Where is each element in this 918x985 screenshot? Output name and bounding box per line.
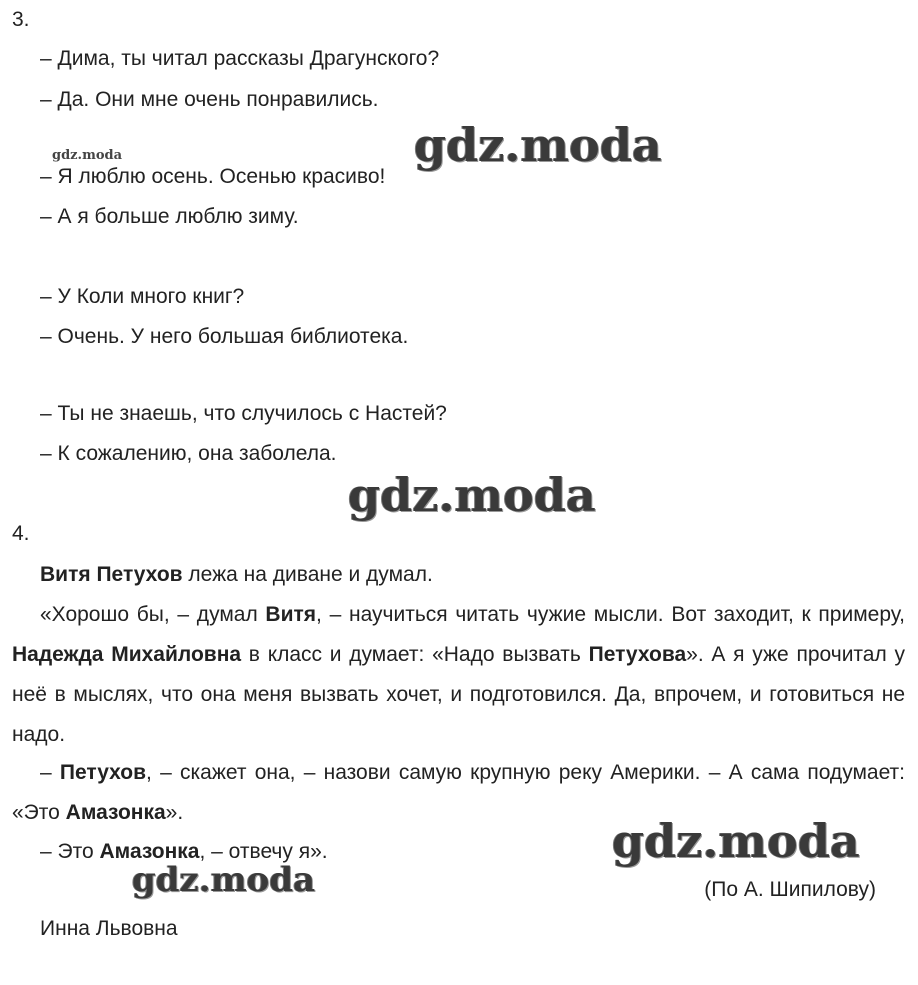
watermark-top: gdz.moda (414, 118, 662, 172)
task-3-line-2: – Да. Они мне очень понравились. (40, 88, 379, 111)
character-name: Витя Петухов (40, 563, 183, 586)
watermark-bottom-left: gdz.moda (132, 860, 316, 900)
source-attribution: (По А. Шипилову) (704, 878, 876, 901)
task-3-line-4: – А я больше люблю зиму. (40, 205, 299, 228)
task-3-line-7: – Ты не знаешь, что случилось с Настей? (40, 402, 447, 425)
watermark-middle: gdz.moda (348, 468, 596, 522)
task-4-paragraph-2: «Хорошо бы, – думал Витя, – научиться читать чужие мысли. Вот заходит, к примеру, Надежда Михайловна в класс и думает: «Надо вызвать Петухова». А я уже прочитал у неё в мыслях, что она меня вызвать хочет, и подготовился. Да, впрочем, и готовиться не надо. (12, 603, 906, 746)
task-4-paragraph-1: Витя Петухов лежа на диване и думал. (40, 563, 433, 586)
task-4-paragraph-4: – Это Амазонка, – отвечу я». (40, 840, 328, 863)
task-3-line-1: – Дима, ты читал рассказы Драгунского? (40, 47, 440, 70)
signature: Инна Львовна (40, 917, 178, 940)
task-3-line-6: – Очень. У него большая библиотека. (40, 325, 409, 348)
task-3-number: 3. (12, 8, 30, 31)
task-3-line-5: – У Коли много книг? (40, 285, 245, 308)
task-3-line-3: – Я люблю осень. Осенью красиво! (40, 165, 386, 188)
watermark-small: gdz.moda (52, 148, 123, 163)
watermark-bottom-right: gdz.moda (612, 814, 860, 868)
task-4-paragraph-3: – Петухов, – скажет она, – назови самую крупную реку Америки. – А сама подумает: «Это Амазонка». (12, 761, 906, 824)
task-4-number: 4. (12, 522, 30, 545)
task-3-line-8: – К сожалению, она заболела. (40, 442, 337, 465)
